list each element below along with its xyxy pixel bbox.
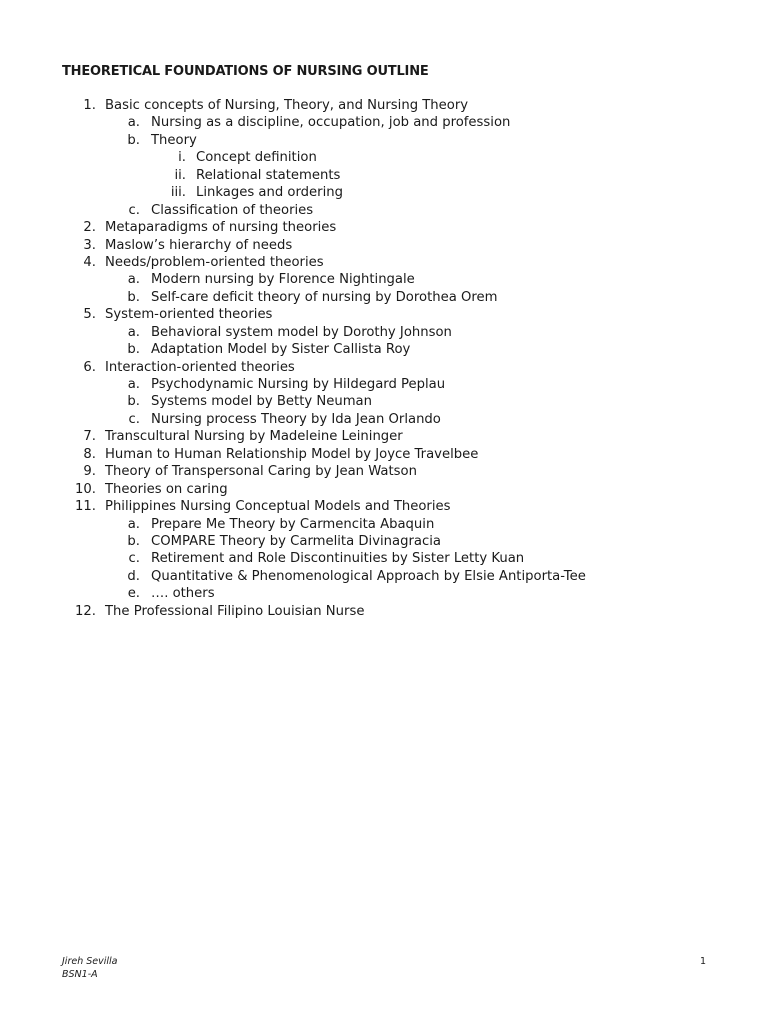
outline-item-level-1 — [0, 463, 768, 480]
outline-item-marker: b. — [127, 132, 140, 148]
outline-item-level-1 — [0, 428, 768, 445]
outline-item-level-1 — [0, 446, 768, 463]
outline-item-marker: a. — [127, 377, 140, 392]
footer-section: BSN1-A — [62, 969, 98, 980]
outline-item-marker: i. — [178, 150, 186, 166]
outline-item-level-2 — [0, 568, 768, 585]
outline-item-level-2 — [0, 533, 768, 550]
document-title: THEORETICAL FOUNDATIONS OF NURSING OUTLINE — [62, 64, 429, 79]
outline-item-text: Classification of theories — [151, 202, 314, 218]
outline-item-text: Theories on caring — [105, 481, 228, 497]
outline-item-level-1 — [0, 306, 768, 323]
outline-item-marker: a. — [127, 516, 140, 532]
outline-item-level-1 — [0, 603, 768, 620]
outline-item-marker: b. — [127, 289, 140, 305]
outline-item-level-2 — [0, 202, 768, 219]
outline-item-marker: e. — [127, 586, 140, 602]
outline-item-marker: ii. — [174, 167, 186, 183]
outline-item-text: Systems model by Betty Neuman — [151, 394, 372, 410]
page-number: 1 — [699, 956, 706, 967]
outline-item-level-1 — [0, 481, 768, 498]
outline-item-text: Relational statements — [196, 167, 341, 183]
outline-item-text: Theory — [151, 132, 197, 148]
outline-list — [0, 97, 768, 620]
footer-author: Jireh Sevilla — [62, 956, 118, 967]
outline-item-marker: 6. — [83, 359, 96, 375]
outline-item-text: Modern nursing by Florence Nightingale — [151, 272, 415, 288]
outline-item-text: Adaptation Model by Sister Callista Roy — [151, 342, 411, 358]
outline-item-level-1 — [0, 254, 768, 271]
outline-item-marker: b. — [127, 342, 140, 358]
outline-item-level-1 — [0, 498, 768, 515]
outline-item-level-2 — [0, 585, 768, 602]
outline-item-level-1 — [0, 237, 768, 254]
outline-item-marker: 2. — [83, 220, 96, 236]
outline-item-text: Transcultural Nursing by Madeleine Leininger — [105, 429, 403, 445]
outline-item-level-2 — [0, 324, 768, 341]
outline-item-marker: 9. — [83, 464, 96, 480]
outline-item-text: COMPARE Theory by Carmelita Divinagracia — [151, 533, 441, 549]
outline-item-marker: 7. — [83, 429, 96, 445]
outline-item-marker: 12. — [75, 603, 96, 619]
outline-item-level-2 — [0, 516, 768, 533]
outline-item-text: …. others — [151, 586, 215, 602]
outline-item-marker: c. — [128, 411, 140, 427]
outline-item-level-2 — [0, 271, 768, 288]
outline-item-level-3 — [0, 184, 768, 201]
outline-item-marker: iii. — [170, 185, 186, 201]
outline-item-text: Retirement and Role Discontinuities by Sister Letty Kuan — [151, 551, 525, 567]
outline-item-text: Prepare Me Theory by Carmencita Abaquin — [151, 516, 435, 532]
outline-item-text: Interaction-oriented theories — [105, 359, 295, 375]
outline-item-marker: 11. — [75, 499, 96, 515]
outline-item-marker: c. — [128, 551, 140, 567]
outline-item-text: Nursing as a discipline, occupation, job and profession — [151, 115, 511, 131]
outline-item-text: Philippines Nursing Conceptual Models and Theories — [105, 499, 451, 515]
outline-item-level-2 — [0, 393, 768, 410]
outline-item-level-1 — [0, 359, 768, 376]
outline-item-level-2 — [0, 376, 768, 393]
outline-item-text: Human to Human Relationship Model by Joyce Travelbee — [105, 446, 479, 462]
outline-item-text: Psychodynamic Nursing by Hildegard Peplau — [151, 377, 446, 392]
outline-item-text: Theory of Transpersonal Caring by Jean Watson — [105, 464, 417, 480]
outline-item-level-3 — [0, 149, 768, 166]
outline-item-text: Metaparadigms of nursing theories — [105, 220, 337, 236]
outline-item-text: Quantitative & Phenomenological Approach by Elsie Antiporta-Tee — [151, 568, 586, 584]
outline-item-marker: 4. — [83, 254, 96, 270]
outline-item-marker: 8. — [83, 446, 96, 462]
outline-item-marker: a. — [127, 272, 140, 288]
outline-item-text: Concept definition — [196, 150, 317, 166]
outline-item-level-2 — [0, 114, 768, 131]
outline-item-level-3 — [0, 167, 768, 184]
outline-item-level-2 — [0, 289, 768, 306]
outline-item-text: Self-care deficit theory of nursing by Dorothea Orem — [151, 289, 498, 305]
outline-item-level-2 — [0, 341, 768, 358]
outline-item-marker: c. — [128, 202, 140, 218]
outline-item-marker: a. — [127, 115, 140, 131]
outline-item-text: Nursing process Theory by Ida Jean Orlando — [151, 411, 441, 427]
outline-item-text: Linkages and ordering — [196, 185, 343, 201]
outline-item-text: System-oriented theories — [105, 307, 273, 323]
outline-item-marker: 3. — [83, 237, 96, 253]
outline-item-level-1 — [0, 97, 768, 114]
outline-item-marker: 5. — [83, 307, 96, 323]
outline-item-level-2 — [0, 132, 768, 149]
outline-item-level-1 — [0, 219, 768, 236]
outline-item-marker: 1. — [83, 98, 96, 113]
outline-item-level-2 — [0, 550, 768, 567]
outline-item-marker: b. — [127, 533, 140, 549]
outline-item-level-2 — [0, 411, 768, 428]
outline-item-marker: a. — [127, 324, 140, 340]
outline-item-text: Needs/problem-oriented theories — [105, 254, 324, 270]
footer-author-block — [62, 955, 117, 981]
outline-item-text: Maslow’s hierarchy of needs — [105, 237, 293, 253]
outline-item-text: The Professional Filipino Louisian Nurse — [105, 603, 365, 619]
outline-item-text: Behavioral system model by Dorothy Johnson — [151, 324, 452, 340]
outline-item-text: Basic concepts of Nursing, Theory, and Nursing Theory — [105, 98, 469, 113]
outline-item-marker: d. — [127, 568, 140, 584]
outline-item-marker: 10. — [75, 481, 96, 497]
outline-item-marker: b. — [127, 394, 140, 410]
